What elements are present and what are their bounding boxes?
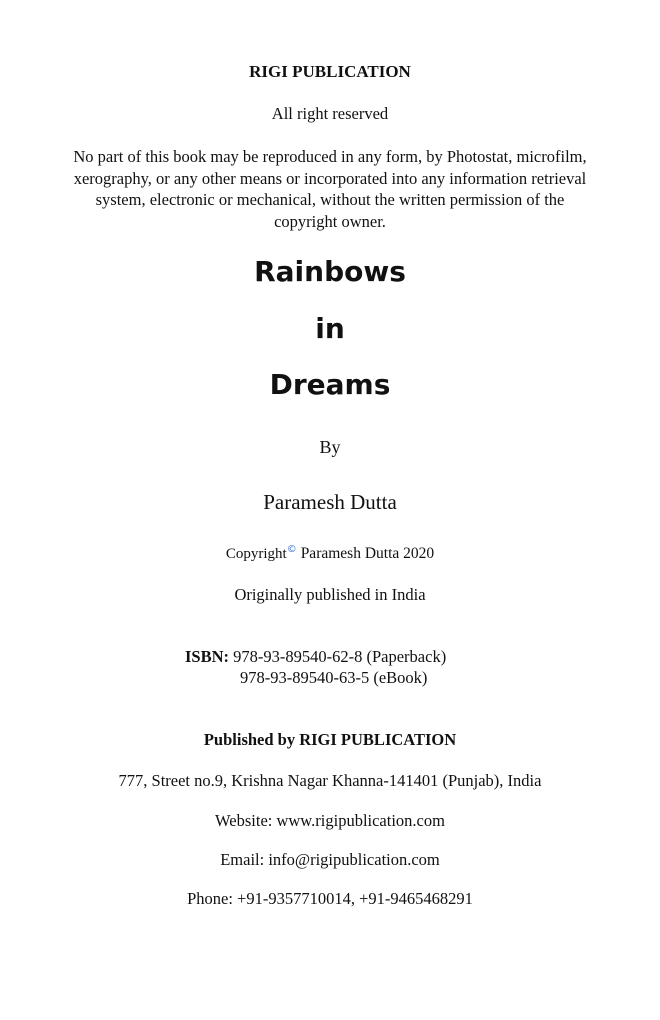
copyright-symbol-icon: ©: [286, 544, 297, 555]
isbn-block: [185, 646, 446, 688]
rights-statement: All right reserved: [271, 104, 389, 123]
by-label: By: [319, 437, 341, 457]
copyright-line: [0, 545, 660, 563]
isbn-label: ISBN:: [185, 647, 230, 666]
origin-statement: Originally published in India: [234, 585, 426, 604]
book-title-line-3: Dreams: [269, 368, 391, 401]
copyright-holder: Paramesh Dutta 2020: [300, 545, 435, 562]
publisher-heading: RIGI PUBLICATION: [249, 62, 411, 81]
copyright-notice: No part of this book may be reproduced in any form, by Photostat, microfilm, xerography, or any other means or incorporated into any information retrieval system, electronic or mechanical, without the written permission of the copyright owner.: [73, 147, 587, 231]
publisher-email: Email: info@rigipublication.com: [220, 850, 440, 869]
isbn-ebook: 978-93-89540-63-5 (eBook): [240, 668, 428, 687]
copyright-label: Copyright: [225, 546, 287, 562]
publisher-website: Website: www.rigipublication.com: [215, 811, 445, 830]
publisher-address: 777, Street no.9, Krishna Nagar Khanna-141401 (Punjab), India: [118, 771, 542, 790]
book-title-line-2: in: [315, 312, 345, 345]
isbn-paperback: 978-93-89540-62-8 (Paperback): [233, 647, 447, 666]
isbn-paperback-line: [185, 646, 446, 667]
publisher-phone: Phone: +91-9357710014, +91-9465468291: [187, 889, 473, 908]
author-name: Paramesh Dutta: [263, 490, 397, 514]
published-by: Published by RIGI PUBLICATION: [203, 730, 457, 749]
book-title-line-1: Rainbows: [254, 255, 406, 288]
